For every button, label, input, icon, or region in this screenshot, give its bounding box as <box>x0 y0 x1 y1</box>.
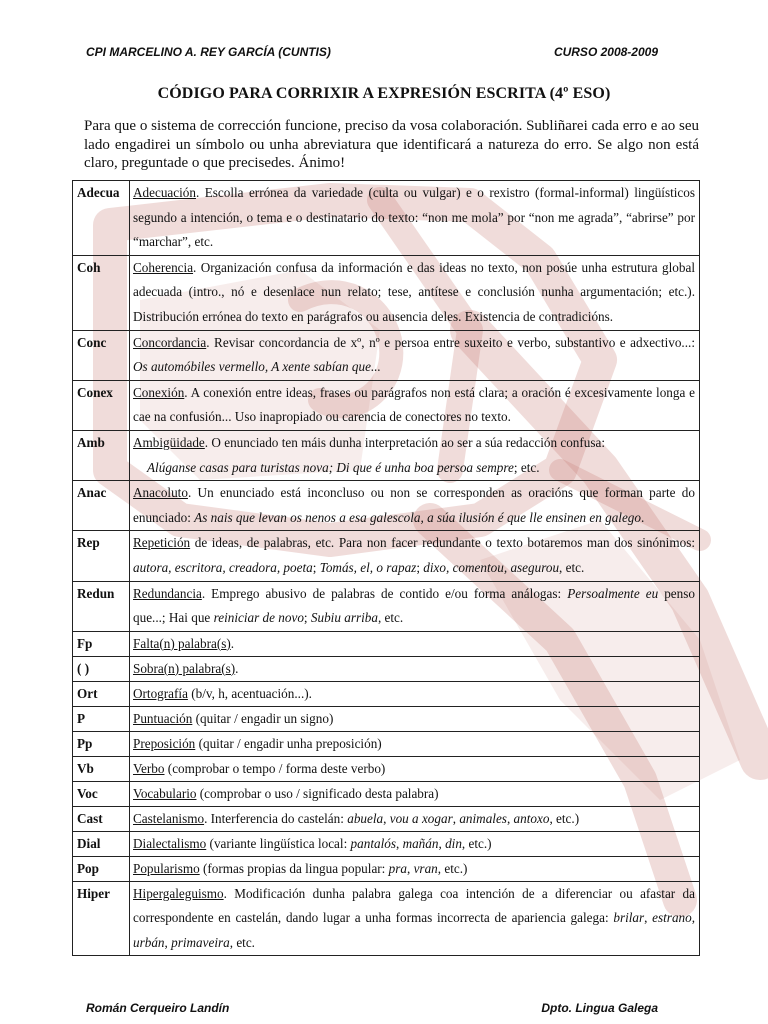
row-term: Hipergaleguismo <box>133 885 224 901</box>
table-row <box>73 856 700 881</box>
table-row <box>73 631 700 656</box>
row-text: (variante lingüística local: <box>206 835 351 851</box>
row-code: ( ) <box>73 656 130 681</box>
row-term: Adecuación <box>133 185 196 200</box>
row-example: estrano <box>652 910 692 926</box>
row-example: autora, escritora, creadora, poeta <box>133 559 313 575</box>
table-row <box>73 430 700 480</box>
row-term: Redundancia <box>133 585 202 601</box>
table-row <box>73 531 700 581</box>
row-example: vou a xogar <box>389 810 453 826</box>
row-text: (quitar / engadir un signo) <box>192 710 334 726</box>
row-text: . <box>230 635 235 651</box>
row-text: . O enunciado ten máis dunha interpretación ao ser a súa redacción confusa: <box>204 434 606 450</box>
table-row <box>73 756 700 781</box>
row-text: (comprobar o uso / significado desta palabra) <box>196 785 439 801</box>
author-name: Román Cerqueiro Landín <box>86 1001 230 1015</box>
row-description <box>130 656 700 681</box>
row-tail: , etc. <box>377 610 404 626</box>
row-term: Popularismo <box>133 860 200 876</box>
row-example: abuela <box>347 810 384 826</box>
row-description <box>130 481 700 531</box>
table-row <box>73 656 700 681</box>
row-separator: , <box>691 910 696 926</box>
row-code: Hiper <box>73 881 130 956</box>
row-text: penso que...; Hai que <box>133 585 695 626</box>
row-text: . <box>235 660 239 676</box>
table-row <box>73 706 700 731</box>
row-code: Ort <box>73 681 130 706</box>
row-example: animales <box>459 810 507 826</box>
row-description <box>130 706 700 731</box>
row-description <box>130 806 700 831</box>
row-code: Pp <box>73 731 130 756</box>
table-row <box>73 806 700 831</box>
row-description <box>130 856 700 881</box>
table-row <box>73 181 700 256</box>
row-example: Os automóbiles vermello, A xente sabían que... <box>133 359 381 375</box>
row-term: Vocabulario <box>133 785 197 801</box>
page-header <box>86 45 660 59</box>
row-description <box>130 181 700 256</box>
table-row <box>73 380 700 430</box>
row-separator: , <box>406 860 414 876</box>
row-text: (b/v, h, acentuación...). <box>187 685 312 701</box>
row-example: mañán <box>402 835 439 851</box>
row-code: Cast <box>73 806 130 831</box>
row-code: P <box>73 706 130 731</box>
intro-paragraph: Para que o sistema de corrección funcione, preciso da vosa colaboración. Subliñarei cada erro e ao seu lado engadirei un símbolo ou unha abreviatura que identificará a natureza do erro. Se algo non está claro, preguntade o que precisedes. Ánimo! <box>84 118 699 171</box>
row-description <box>130 756 700 781</box>
row-tail: , etc.) <box>437 860 468 876</box>
row-text: (quitar / engadir unha preposición) <box>195 735 382 751</box>
row-tail: . <box>641 509 645 525</box>
row-code: Rep <box>73 531 130 581</box>
row-text: (comprobar o tempo / forma deste verbo) <box>164 760 386 776</box>
row-term: Castelanismo <box>133 810 205 826</box>
row-tail: , etc.) <box>461 835 492 851</box>
row-example: pantalós <box>350 835 396 851</box>
row-separator: , <box>164 934 172 950</box>
row-example: pra <box>388 860 407 876</box>
row-code: Anac <box>73 481 130 531</box>
row-description <box>130 531 700 581</box>
row-code: Vb <box>73 756 130 781</box>
row-description <box>130 380 700 430</box>
row-example: primaveira <box>171 934 230 950</box>
row-term: Conexión <box>133 384 185 400</box>
row-description <box>130 255 700 330</box>
row-code: Conc <box>73 330 130 380</box>
table-row <box>73 831 700 856</box>
row-tail: , etc.) <box>549 810 580 826</box>
table-row <box>73 330 700 380</box>
row-example: vran <box>413 860 438 876</box>
row-code: Dial <box>73 831 130 856</box>
row-example: antoxo <box>513 810 550 826</box>
row-term: Preposición <box>133 735 196 751</box>
table-row <box>73 681 700 706</box>
row-text: . Organización confusa da información e das ideas no texto, non posúe unha estrutura global adecuada (intro., nó e desenlace nun relato; tese, antítese e conclusión nunha argumentación; etc.). Distribución errónea do texto en parágrafos ou ausencia deles. Existencia de contradicións. <box>133 259 695 324</box>
row-term: Dialectalismo <box>133 835 207 851</box>
school-name: CPI MARCELINO A. REY GARCÍA (CUNTIS) <box>86 45 331 59</box>
row-code: Amb <box>73 430 130 480</box>
row-example: brilar <box>613 910 645 926</box>
row-separator: , <box>383 810 390 826</box>
row-code: Redun <box>73 581 130 631</box>
row-text: . Modificación dunha palabra galega coa intención de a diferenciar ou afastar da correspondente en castelán, dando lugar a unha formas incorrecta de apariencia galega: <box>133 885 695 926</box>
row-separator: , <box>644 910 653 926</box>
row-description <box>130 581 700 631</box>
row-text: ; <box>303 610 311 626</box>
row-example: Persoalmente eu <box>567 585 659 601</box>
school-year: CURSO 2008-2009 <box>553 45 658 59</box>
row-term: Sobra(n) palabra(s) <box>133 660 236 676</box>
row-separator: , <box>452 810 460 826</box>
row-tail: , etc. <box>559 559 585 575</box>
row-example: As nais que levan os nenos a esa galescola, a súa ilusión é que lle ensinen en galego <box>194 509 641 525</box>
row-description <box>130 330 700 380</box>
table-row <box>73 581 700 631</box>
row-example: Tomás, el, o rapaz <box>319 559 417 575</box>
row-code: Adecua <box>73 181 130 256</box>
row-separator: ; <box>312 559 320 575</box>
row-text: . Emprego abusivo de palabras de contido e/ou forma análogas: <box>201 585 568 601</box>
row-example: dixo, comentou, asegurou <box>423 559 560 575</box>
row-code: Fp <box>73 631 130 656</box>
row-separator: , <box>506 810 514 826</box>
row-term: Ambigüidade <box>133 434 205 450</box>
row-description <box>130 430 700 480</box>
row-term: Anacoluto <box>133 485 188 501</box>
row-term: Falta(n) palabra(s) <box>133 635 231 651</box>
row-term: Ortografía <box>133 685 188 701</box>
row-code: Pop <box>73 856 130 881</box>
row-text: . Revisar concordancia de xº, nº e persoa entre suxeito e verbo, substantivo e adxectivo...: <box>206 334 695 350</box>
row-code: Coh <box>73 255 130 330</box>
row-description <box>130 731 700 756</box>
department-name: Dpto. Lingua Galega <box>541 1001 658 1015</box>
row-term: Repetición <box>133 535 191 551</box>
row-code: Voc <box>73 781 130 806</box>
row-tail: , etc. <box>229 934 255 950</box>
row-separator: , <box>395 835 403 851</box>
table-row <box>73 781 700 806</box>
row-description <box>130 631 700 656</box>
table-row <box>73 731 700 756</box>
row-term: Coherencia <box>133 259 194 275</box>
row-example: din <box>445 835 462 851</box>
row-description <box>130 831 700 856</box>
table-row <box>73 881 700 956</box>
row-description <box>130 781 700 806</box>
row-term: Concordancia <box>133 334 207 350</box>
row-example: Alúganse casas para turistas nova; Di que é unha boa persoa sempre <box>147 459 514 475</box>
row-separator: ; <box>416 559 424 575</box>
row-example: Subiu arriba <box>310 610 378 626</box>
correction-code-table <box>72 180 700 956</box>
row-term: Puntuación <box>133 710 193 726</box>
row-description <box>130 681 700 706</box>
page-footer <box>86 1001 660 1015</box>
row-example: urbán <box>133 934 165 950</box>
row-term: Verbo <box>133 760 165 776</box>
row-code: Conex <box>73 380 130 430</box>
row-text: . Interferencia do castelán: <box>204 810 348 826</box>
row-separator: , <box>438 835 446 851</box>
table-row <box>73 255 700 330</box>
row-tail: ; etc. <box>513 459 540 475</box>
row-text: . Un enunciado está inconcluso ou non se corresponden as oracións que forman parte do enunciado: <box>133 485 695 525</box>
page-title: CÓDIGO PARA CORRIXIR A EXPRESIÓN ESCRITA (4º ESO) <box>157 85 611 102</box>
row-text: de ideas, de palabras, etc. Para non facer redundante o texto botaremos man dos sinónimos: <box>190 535 695 551</box>
row-text: . A conexión entre ideas, frases ou parágrafos non está clara; a oración é excesivamente longa e cae na confusión... Uso inapropiado ou carencia de conectores no texto. <box>133 384 695 425</box>
row-text: . Escolla errónea da variedade (culta ou vulgar) e o rexistro (formal-informal) lingüísticos segundo a intención, o tema e o destinatario do texto: “non me mola” por “non me agrada”, “abrirse” por “marchar”, etc. <box>133 185 695 250</box>
row-text: (formas propias da lingua popular: <box>199 860 389 876</box>
table-row <box>73 481 700 531</box>
row-example: reiniciar de novo <box>213 610 304 626</box>
row-description <box>130 881 700 956</box>
